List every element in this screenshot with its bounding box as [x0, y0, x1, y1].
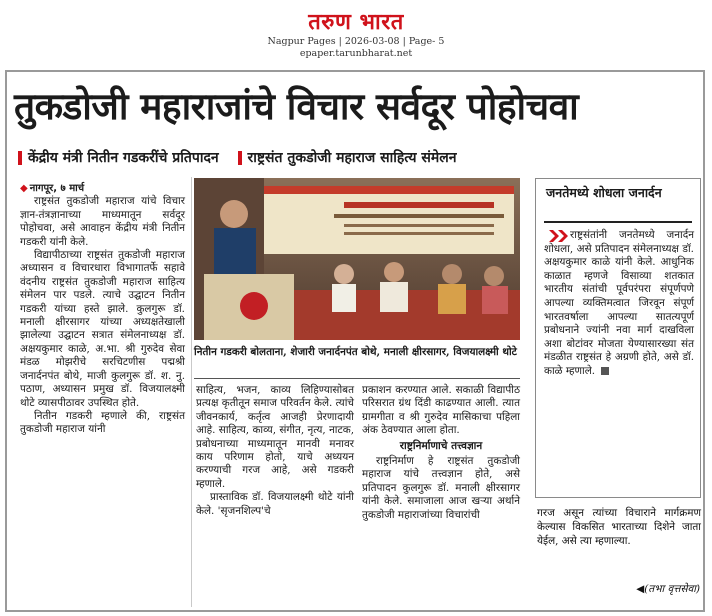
paragraph: नितीन गडकरी म्हणाले की, राष्ट्रसंत तुकडोजी महाराज यांनी [20, 409, 185, 436]
meta-line: Nagpur Pages | 2026-03-08 | Page- 5 [267, 36, 445, 47]
sidebar-rule [544, 221, 692, 223]
subheadline-row [18, 148, 698, 168]
paragraph: विद्यापीठाच्या राष्ट्रसंत तुकडोजी महाराज अध्यासन व विचारधारा विभागातर्फे सहावे वंदनीय राष्ट्रसंत तुकडोजी महाराज साहित्य संमेलन पार पडले. त्याचे उद्घाटन नितीन गडकरी यांच्या हस्ते झाले. कुलगुरू डॉ. मनाली क्षीरसागर यांच्या अध्यक्षतेखाली झालेल्या उद्घाटन सत्रात संमेलनाध्यक्ष डॉ. अक्षयकुमार काळे, अ.भा. श्री गुरुदेव सेवा मंडळ मोझरीचे सरचिटणीस पद्मश्री जनार्दनपंत बोथे, माजी कुलगुरू डॉ. श. नु. पठाण, अध्यासन प्रमुख डॉ. विजयालक्ष्मी थोटे व्यासपीठावर उपस्थित होते. [20, 249, 185, 409]
news-credit: ◀(तभा वृत्तसेवा) [636, 583, 700, 595]
paragraph: प्रास्ताविक डॉ. विजयालक्ष्मी थोटे यांनी केले. 'सृजनशिल्प'चे [196, 491, 354, 517]
page-meta [0, 36, 712, 60]
subheadline-2: राष्ट्रसंत तुकडोजी महाराज साहित्य संमेलन [247, 150, 457, 166]
red-bar-icon [18, 151, 22, 165]
article-column-3 [362, 384, 520, 522]
photo-caption: नितीन गडकरी बोलताना, शेजारी जनार्दनपंत बोथे, मनाली क्षीरसागर, विजयालक्ष्मी थोटे [194, 346, 517, 358]
paragraph: साहित्य, भजन, काव्य लिहिण्यासोबत प्रत्यक्ष कृतीतून समाज परिवर्तन केले. त्यांचे जीवनकार्य, कर्तृत्व आजही प्रेरणादायी आहे. साहित्य, काव्य, संगीत, नृत्य, नाटक, प्रबोधनाच्या माध्यमातून मानवी मनावर काय परिणाम होतो, याचे अध्ययन करण्याची गरज आहे, असे गडकरी म्हणाले. [196, 384, 354, 490]
event-photo [194, 178, 520, 340]
sidebar-box [535, 178, 701, 498]
paragraph: राष्ट्रसंत तुकडोजी महाराज यांचे विचार ज्ञान-तंत्रज्ञानाच्या माध्यमातून सर्वदूर पोहोचवा, असे आवाहन केंद्रीय मंत्री नितीन गडकरी यांनी केले. [20, 195, 185, 248]
subheadline-1: केंद्रीय मंत्री नितीन गडकरींचे प्रतिपादन [28, 150, 219, 166]
diamond-icon: ◆ [20, 183, 28, 194]
red-bar-icon [238, 151, 242, 165]
masthead [0, 0, 712, 66]
paragraph: प्रकाशन करण्यात आले. सकाळी विद्यापीठ परिसरात ग्रंथ दिंडी काढण्यात आली. त्यात ग्रामगीता व श्री गुरुदेव मासिकाचा पहिला अंक ठेवण्यात आला होता. [362, 384, 520, 437]
dateline: ◆ नागपूर, ७ मार्च [20, 183, 85, 194]
photo-illustration [194, 178, 520, 340]
article-continuation: गरज असून त्यांच्या विचाराने मार्गक्रमण केल्यास विकसित भारताच्या दिशेने जाता येईल, असे त्या म्हणाल्या. [537, 507, 701, 547]
article-headline: तुकडोजी महाराजांचे विचार सर्वदूर पोहोचवा [14, 84, 579, 128]
end-mark-icon [601, 367, 609, 375]
article-column-2 [196, 384, 354, 518]
column-divider [191, 177, 192, 607]
paragraph: राष्ट्रनिर्माण हे राष्ट्रसंत तुकडोजी महाराज यांचे तत्त्वज्ञान होते, असे प्रतिपादन कुलगुरू डॉ. मनाली क्षीरसागर यांनी केले. समाजाला आज खऱ्या अर्थाने तुकडोजी महाराजांच्या विचारांची [362, 455, 520, 521]
back-arrow-icon: ◀ [636, 583, 645, 595]
brand-logo [0, 6, 712, 36]
article-column-1 [20, 182, 185, 437]
caption-rule [194, 378, 520, 379]
sidebar-title: जनतेमध्ये शोधला जनार्दन [546, 185, 662, 200]
subheading: राष्ट्रनिर्माणाचे तत्त्वज्ञान [399, 439, 483, 452]
epaper-url[interactable]: epaper.tarunbharat.net [299, 48, 413, 59]
sidebar-text: राष्ट्रसंतांनी जनतेमध्ये जनार्दन शोधला, असे प्रतिपादन संमेलनाध्यक्ष डॉ. अक्षयकुमार काळे यांनी केले. आधुनिक काळात म्हणजे विसाव्या शतकात भारतीय संतांची पूर्वपरंपरा संपूर्णपणे आपल्या व्यक्तिमत्वात जिरवून संपूर्ण भारतवर्षाला आपल्या सातत्यपूर्ण प्रबोधनाने ज्यांनी नवा मार्ग दाखविला अशा बोटांवर मोजता येण्यासारख्या संत मंडळीत राष्ट्रसंत हे अग्रणी होते, असे डॉ. काळे म्हणाले. [544, 229, 694, 377]
brand-name: तरुण भारत [308, 10, 404, 35]
